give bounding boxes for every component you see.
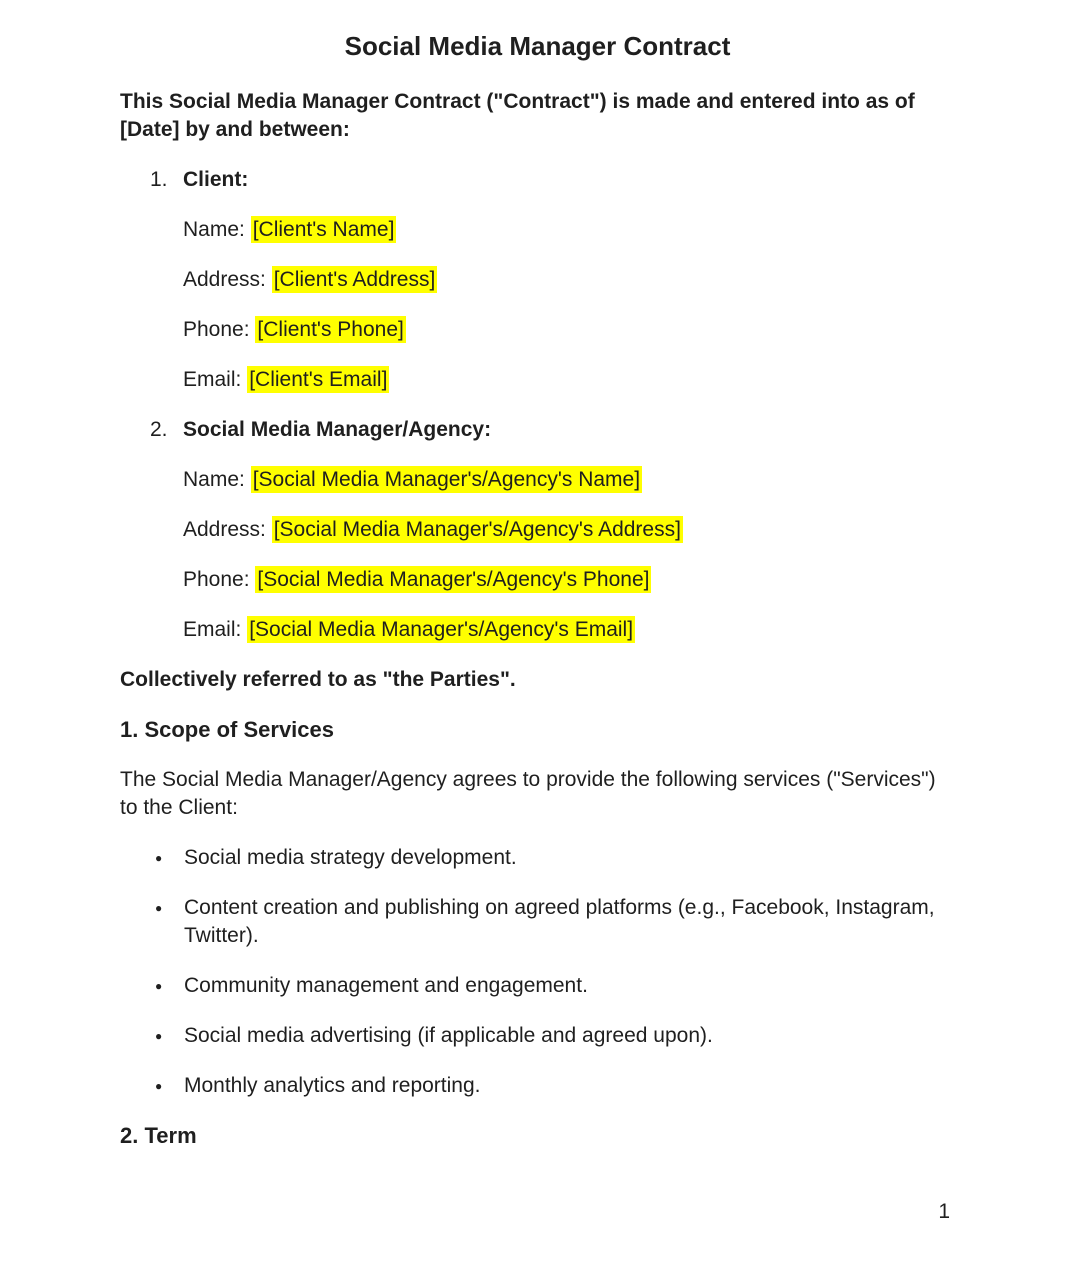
field-label: Name: [183,468,251,491]
field-label: Phone: [183,318,256,341]
service-item-text: Social media advertising (if applicable and agreed upon). [184,1024,713,1047]
highlighted-placeholder: [Client's Phone] [257,318,404,341]
field-manager-email [183,616,955,644]
bullet-icon: ● [155,1029,163,1043]
intro-paragraph: This Social Media Manager Contract ("Contract") is made and entered into as of [Date] by and between: [120,90,915,141]
highlighted-placeholder: [Social Media Manager's/Agency's Phone] [257,568,650,591]
list-number: 1. [150,168,168,191]
section-heading-scope: 1. Scope of Services [120,717,334,742]
page-number: 1 [938,1200,950,1223]
field-client-name [183,216,955,244]
party-manager [120,416,955,644]
service-item [155,972,955,1000]
field-label: Name: [183,218,251,241]
service-item-text: Content creation and publishing on agreed platforms (e.g., Facebook, Instagram, Twitter). [184,896,935,947]
highlighted-placeholder: [Social Media Manager's/Agency's Email] [249,618,634,641]
party-heading-manager: Social Media Manager/Agency: [183,418,492,441]
field-client-phone [183,316,955,344]
bullet-icon: ● [155,979,163,993]
bullet-icon: ● [155,1079,163,1093]
field-client-address [183,266,955,294]
highlighted-placeholder: [Client's Name] [252,218,395,241]
scope-intro-paragraph: The Social Media Manager/Agency agrees to provide the following services ("Services") to the Client: [120,768,936,819]
page-title: Social Media Manager Contract [344,31,731,61]
bullet-icon: ● [155,851,163,865]
field-label: Address: [183,268,272,291]
service-item [155,1022,955,1050]
highlighted-placeholder: [Client's Address] [273,268,436,291]
service-item-text: Community management and engagement. [184,974,588,997]
service-item [155,1072,955,1100]
field-manager-name [183,466,955,494]
section-heading-term: 2. Term [120,1123,197,1148]
highlighted-placeholder: [Social Media Manager's/Agency's Address] [273,518,681,541]
service-item-text: Monthly analytics and reporting. [184,1074,481,1097]
collectively-line: Collectively referred to as "the Parties". [120,668,516,691]
field-label: Address: [183,518,272,541]
services-list [120,844,955,1100]
service-item [155,894,955,950]
field-label: Phone: [183,568,256,591]
field-manager-phone [183,566,955,594]
field-manager-address [183,516,955,544]
field-label: Email: [183,368,248,391]
list-number: 2. [150,418,168,441]
field-label: Email: [183,618,248,641]
field-client-email [183,366,955,394]
document-content [120,28,955,1172]
party-heading-client: Client: [183,168,249,191]
service-item-text: Social media strategy development. [184,846,517,869]
highlighted-placeholder: [Client's Email] [249,368,388,391]
bullet-icon: ● [155,901,163,915]
party-client [120,166,955,394]
service-item [155,844,955,872]
highlighted-placeholder: [Social Media Manager's/Agency's Name] [252,468,641,491]
